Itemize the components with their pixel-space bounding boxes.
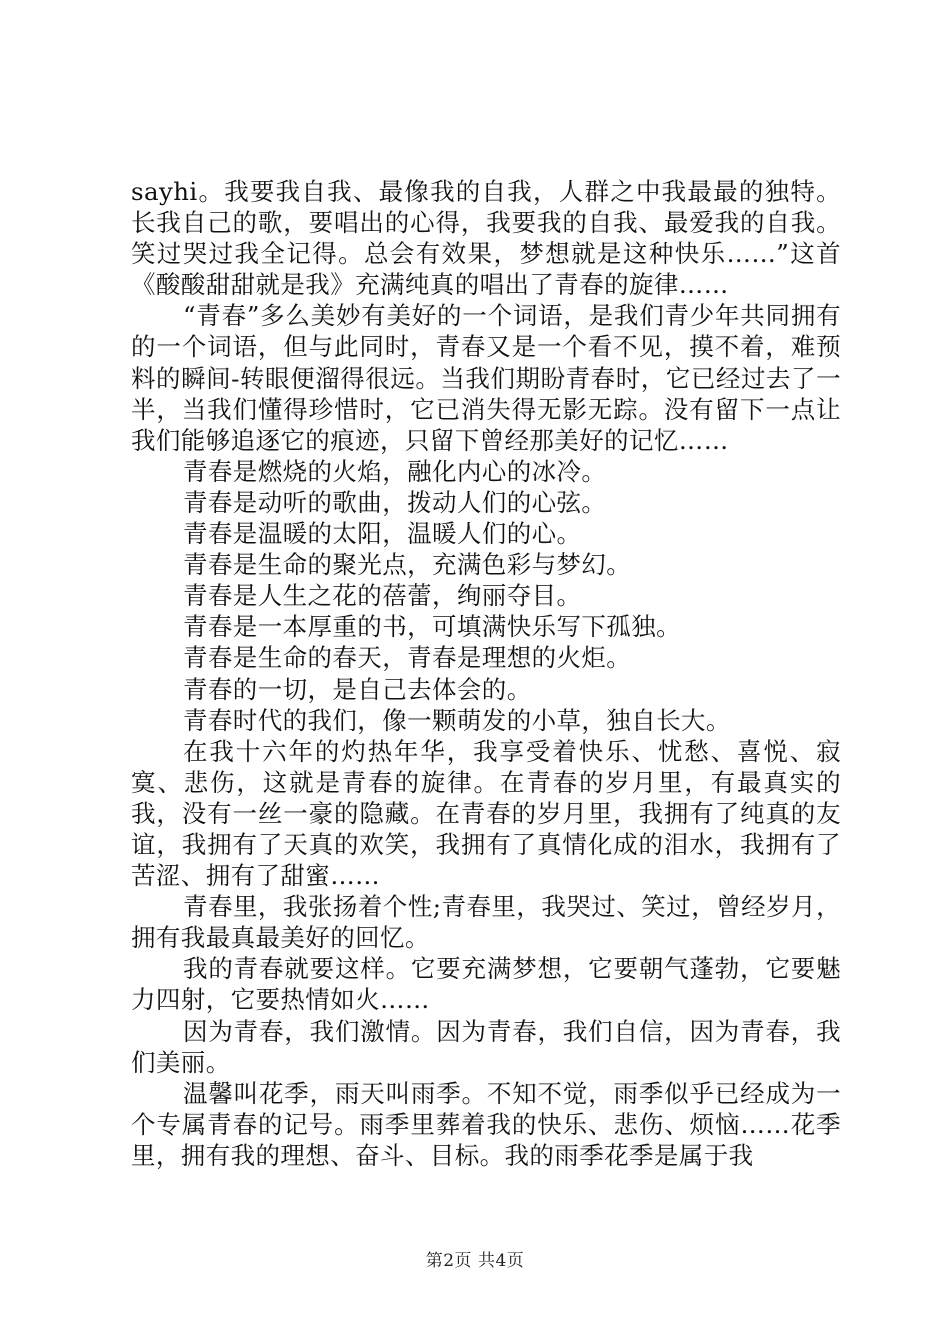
page-number-footer: 第2页 共4页 [425, 1251, 525, 1271]
paragraph-rainy-season: 温馨叫花季，雨天叫雨季。不知不觉，雨季似乎已经成为一个专属青春的记号。雨季里葬着我的快乐、悲伤、烦恼……花季里，拥有我的理想、奋斗、目标。我的雨季花季是属于我 [131, 1078, 841, 1170]
paragraph-my-youth: 我的青春就要这样。它要充满梦想，它要朝气蓬勃，它要魅力四射，它要热情如火…… [131, 954, 841, 1015]
paragraph-personality: 青春里，我张扬着个性;青春里，我哭过、笑过，曾经岁月，拥有我最真最美好的回忆。 [131, 892, 841, 953]
document-body [131, 176, 841, 1171]
paragraph-youth-song: 青春是动听的歌曲，拨动人们的心弦。 [183, 487, 607, 517]
paragraph-youth-grass: 青春时代的我们，像一颗萌发的小草，独自长大。 [183, 705, 731, 735]
paragraph-because-youth: 因为青春，我们激情。因为青春，我们自信，因为青春，我们美丽。 [131, 1016, 841, 1077]
paragraph-youth-intro: “青春”多么美妙有美好的一个词语，是我们青少年共同拥有的一个词语，但与此同时，青春又是一个看不见，摸不着，难预料的瞬间-转眼便溜得很远。当我们期盼青春时，它已经过去了一半，当我们懂得珍惜时，它已消失得无影无踪。没有留下一点让我们能够追逐它的痕迹，只留下曾经那美好的记忆…… [131, 301, 841, 455]
paragraph-youth-bud: 青春是人生之花的蓓蕾，绚丽夺目。 [183, 581, 582, 611]
paragraph-youth-spotlight: 青春是生命的聚光点，充满色彩与梦幻。 [183, 550, 632, 580]
paragraph-song-lyrics: sayhi。我要我自我、最像我的自我，人群之中我最最的独特。长我自己的歌，要唱出的心得，我要我的自我、最爱我的自我。笑过哭过我全记得。总会有效果，梦想就是这种快乐……”这首《酸酸甜甜就是我》充满纯真的唱出了青春的旋律…… [131, 177, 841, 300]
paragraph-youth-book: 青春是一本厚重的书，可填满快乐写下孤独。 [183, 612, 681, 642]
paragraph-youth-flame: 青春是燃烧的火焰，融化内心的冰冷。 [183, 456, 607, 486]
paragraph-youth-experience: 青春的一切，是自己去体会的。 [183, 674, 532, 704]
paragraph-youth-spring: 青春是生命的春天，青春是理想的火炬。 [183, 643, 632, 673]
paragraph-youth-sun: 青春是温暖的太阳，温暖人们的心。 [183, 519, 582, 549]
paragraph-sixteen-years: 在我十六年的灼热年华，我享受着快乐、忧愁、喜悦、寂寞、悲伤，这就是青春的旋律。在青春的岁月里，有最真实的我，没有一丝一豪的隐藏。在青春的岁月里，我拥有了纯真的友谊，我拥有了天真的欢笑，我拥有了真情化成的泪水，我拥有了苦涩、拥有了甜蜜…… [131, 736, 841, 891]
